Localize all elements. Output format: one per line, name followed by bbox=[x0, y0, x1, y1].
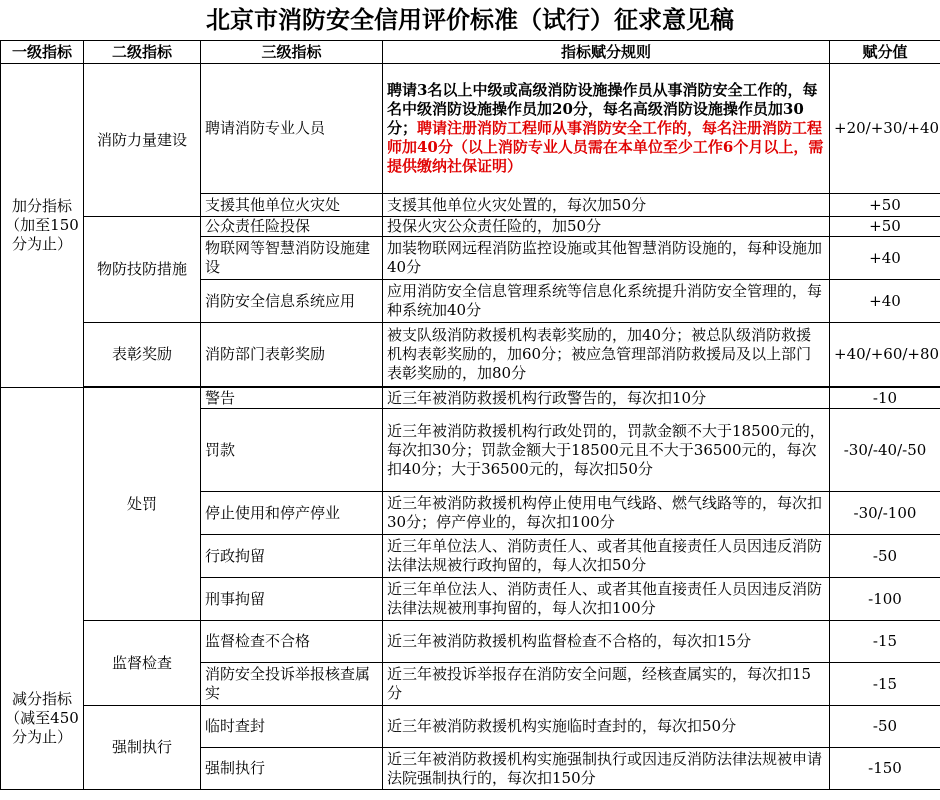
level3-cell: 监督检查不合格 bbox=[201, 621, 383, 663]
level3-cell: 物联网等智慧消防设施建设 bbox=[201, 237, 383, 280]
rule-cell: 近三年被消防救援机构停止使用电气线路、燃气线路等的，每次扣30分；停产停业的，每次扣100分 bbox=[383, 492, 830, 535]
rule-cell: 近三年被投诉举报存在消防安全问题，经核查属实的，每次扣15分 bbox=[383, 663, 830, 706]
rule-cell: 近三年单位法人、消防责任人、或者其他直接责任人员因违反消防法律法规被刑事拘留的，每人次扣100分 bbox=[383, 578, 830, 621]
header-level3: 三级指标 bbox=[201, 41, 383, 64]
document-title: 北京市消防安全信用评价标准（试行）征求意见稿 bbox=[206, 5, 734, 34]
level3-cell: 临时查封 bbox=[201, 706, 383, 748]
level1-bonus: 加分指标（加至150分为止） bbox=[1, 64, 84, 388]
score-cell: -100 bbox=[830, 578, 940, 621]
score-cell: -50 bbox=[830, 706, 940, 748]
rule-cell: 支援其他单位火灾处置的，每次加50分 bbox=[383, 194, 830, 217]
score-cell: +40/+60/+80 bbox=[830, 323, 940, 387]
header-score: 赋分值 bbox=[830, 41, 940, 64]
rule-cell: 近三年被消防救援机构实施强制执行或因违反消防法律法规被申请法院强制执行的，每次扣150分 bbox=[383, 748, 830, 790]
table-row bbox=[1, 217, 940, 237]
level3-cell: 消防部门表彰奖励 bbox=[201, 323, 383, 387]
score-cell: -50 bbox=[830, 535, 940, 578]
rule-cell: 被支队级消防救援机构表彰奖励的，加40分；被总队级消防救援机构表彰奖励的，加60分；被应急管理部消防救援局及以上部门表彰奖励的，加80分 bbox=[383, 323, 830, 387]
score-cell: +40 bbox=[830, 237, 940, 280]
level3-cell: 罚款 bbox=[201, 409, 383, 492]
rule-cell: 近三年被消防救援机构实施临时查封的，每次扣50分 bbox=[383, 706, 830, 748]
score-cell: -15 bbox=[830, 663, 940, 706]
level2-cell: 强制执行 bbox=[84, 706, 201, 790]
level3-cell: 公众责任险投保 bbox=[201, 217, 383, 237]
rule-cell: 近三年被消防救援机构行政处罚的，罚款金额不大于18500元的，每次扣30分；罚款金额大于18500元且不大于36500元的，每次扣40分；大于36500元的，每次扣50分 bbox=[383, 409, 830, 492]
header-level1: 一级指标 bbox=[1, 41, 84, 64]
level2-cell: 监督检查 bbox=[84, 621, 201, 706]
level3-cell: 消防安全信息系统应用 bbox=[201, 280, 383, 323]
table-row bbox=[1, 388, 940, 409]
table-row bbox=[1, 621, 940, 663]
table-row bbox=[1, 323, 940, 387]
score-cell: -30/-40/-50 bbox=[830, 409, 940, 492]
level2-cell: 处罚 bbox=[84, 388, 201, 621]
score-cell: -30/-100 bbox=[830, 492, 940, 535]
rule-text-black: 聘请3名以上中级或高级消防设施操作员从事消防安全工作的，每名中级消防设施操作员加20分，每名高级消防设施操作员加30分； bbox=[387, 81, 818, 137]
rule-cell: 投保火灾公众责任险的，加50分 bbox=[383, 217, 830, 237]
level2-cell: 物防技防措施 bbox=[84, 217, 201, 323]
rule-cell bbox=[383, 64, 830, 194]
level3-cell: 警告 bbox=[201, 388, 383, 409]
score-cell: +20/+30/+40 bbox=[830, 64, 940, 194]
level3-cell: 行政拘留 bbox=[201, 535, 383, 578]
level2-cell: 消防力量建设 bbox=[84, 64, 201, 217]
rule-text-red: 聘请注册消防工程师从事消防安全工作的，每名注册消防工程师加40分（以上消防专业人员需在本单位至少工作6个月以上，需提供缴纳社保证明） bbox=[387, 119, 824, 175]
rule-cell: 加装物联网远程消防监控设施或其他智慧消防设施的，每种设施加40分 bbox=[383, 237, 830, 280]
level2-cell: 表彰奖励 bbox=[84, 323, 201, 387]
score-cell: -150 bbox=[830, 748, 940, 790]
score-cell: -10 bbox=[830, 388, 940, 409]
rule-cell: 近三年被消防救援机构监督检查不合格的，每次扣15分 bbox=[383, 621, 830, 663]
level3-cell: 消防安全投诉举报核查属实 bbox=[201, 663, 383, 706]
rule-cell: 应用消防安全信息管理系统等信息化系统提升消防安全管理的，每种系统加40分 bbox=[383, 280, 830, 323]
level3-cell: 刑事拘留 bbox=[201, 578, 383, 621]
table-row bbox=[1, 706, 940, 748]
credit-evaluation-table bbox=[0, 40, 940, 790]
score-cell: -15 bbox=[830, 621, 940, 663]
header-rule: 指标赋分规则 bbox=[383, 41, 830, 64]
score-cell: +40 bbox=[830, 280, 940, 323]
rule-cell: 近三年被消防救援机构行政警告的，每次扣10分 bbox=[383, 388, 830, 409]
score-cell: +50 bbox=[830, 217, 940, 237]
level3-cell: 支援其他单位火灾处 bbox=[201, 194, 383, 217]
level1-penalty: 减分指标（减至450分为止） bbox=[1, 388, 84, 790]
score-cell: +50 bbox=[830, 194, 940, 217]
header-row bbox=[1, 41, 940, 64]
level3-cell: 强制执行 bbox=[201, 748, 383, 790]
level3-cell: 聘请消防专业人员 bbox=[201, 64, 383, 194]
level3-cell: 停止使用和停产停业 bbox=[201, 492, 383, 535]
table-row bbox=[1, 64, 940, 194]
rule-cell: 近三年单位法人、消防责任人、或者其他直接责任人员因违反消防法律法规被行政拘留的，每人次扣50分 bbox=[383, 535, 830, 578]
header-level2: 二级指标 bbox=[84, 41, 201, 64]
